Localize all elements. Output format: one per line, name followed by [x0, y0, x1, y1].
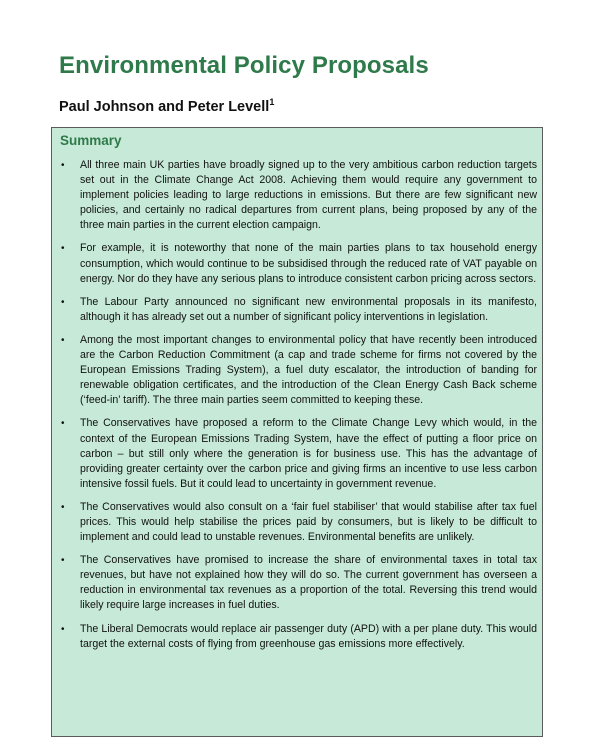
bullet-text: The Labour Party announced no significant new environmental proposals in its manifesto, although it has already set out a number of significant policy interventions in legislation. — [80, 295, 537, 323]
bullet-icon: • — [61, 623, 65, 635]
summary-bullet-item — [52, 295, 542, 325]
summary-bullet-item — [52, 241, 542, 286]
summary-bullet-item — [52, 553, 542, 613]
bullet-icon: • — [61, 418, 65, 430]
summary-bullet-item — [52, 333, 542, 408]
bullet-text: The Conservatives have proposed a reform to the Climate Change Levy which would, in the context of the European Emissions Trading System, have the effect of putting a floor price on carbon – but still only where the generation is for business use. This has the advantage of providing greater certainty over the carbon price and giving firms an incentive to use less carbon intensive fossil fuels. But it could lead to uncertainty in government revenue. — [80, 417, 537, 490]
authors-footnote-marker: 1 — [269, 97, 275, 108]
bullet-icon: • — [61, 160, 65, 171]
bullet-icon: • — [61, 296, 65, 308]
bullet-text: All three main UK parties have broadly signed up to the very ambitious carbon reduction targets set out in the Climate Change Act 2008. Achieving them would require any government to implement policies leading to large reductions in emissions. But there are few significant new policies, and certainly no radical departures from current plans, being proposed by any of the three main parties in the current election campaign. — [80, 159, 537, 232]
summary-bullet-item — [52, 416, 542, 491]
bullet-icon: • — [61, 555, 65, 567]
bullet-text: The Liberal Democrats would replace air passenger duty (APD) with a per plane duty. This would target the external costs of flying from greenhouse gas emissions more effectively. — [80, 622, 537, 650]
authors-line — [59, 99, 274, 115]
bullet-icon: • — [61, 243, 65, 255]
summary-heading: Summary — [60, 133, 122, 148]
bullet-icon: • — [61, 334, 65, 346]
summary-bullet-list — [52, 158, 542, 660]
bullet-icon: • — [61, 501, 65, 513]
bullet-text: The Conservatives would also consult on a ‘fair fuel stabiliser’ that would stabilise after tax fuel prices. This would help stabilise the prices paid by consumers, but is likely to be difficult to implement and could lead to unstable revenues. Environmental benefits are unlikely. — [80, 500, 537, 544]
bullet-text: Among the most important changes to environmental policy that have recently been introduced are the Carbon Reduction Commitment (a cap and trade scheme for firms not covered by the European Emissions Trading System), a fuel duty escalator, the introduction of banding for renewable obligation certificates, and the introduction of the Clean Energy Cash Back scheme (‘feed-in’ tariff). The three main parties seem committed to keeping these. — [80, 333, 537, 407]
summary-bullet-item — [52, 158, 542, 233]
summary-box — [51, 127, 543, 737]
authors-names: Paul Johnson and Peter Levell — [59, 99, 270, 115]
bullet-text: For example, it is noteworthy that none of the main parties plans to tax household energy consumption, which would continue to be subsidised through the reduced rate of VAT payable on energy. Nor do they have any serious plans to introduce consistent carbon pricing across sectors. — [80, 242, 537, 285]
summary-bullet-item — [52, 500, 542, 545]
summary-bullet-item — [52, 622, 542, 652]
bullet-text: The Conservatives have promised to increase the share of environmental taxes in total tax revenues, but have not explained how they will do so. The current government has overseen a reduction in environmental tax revenues as a proportion of the total. Reversing this trend would likely require large increases in fuel duties. — [80, 554, 537, 612]
document-title: Environmental Policy Proposals — [59, 52, 429, 79]
